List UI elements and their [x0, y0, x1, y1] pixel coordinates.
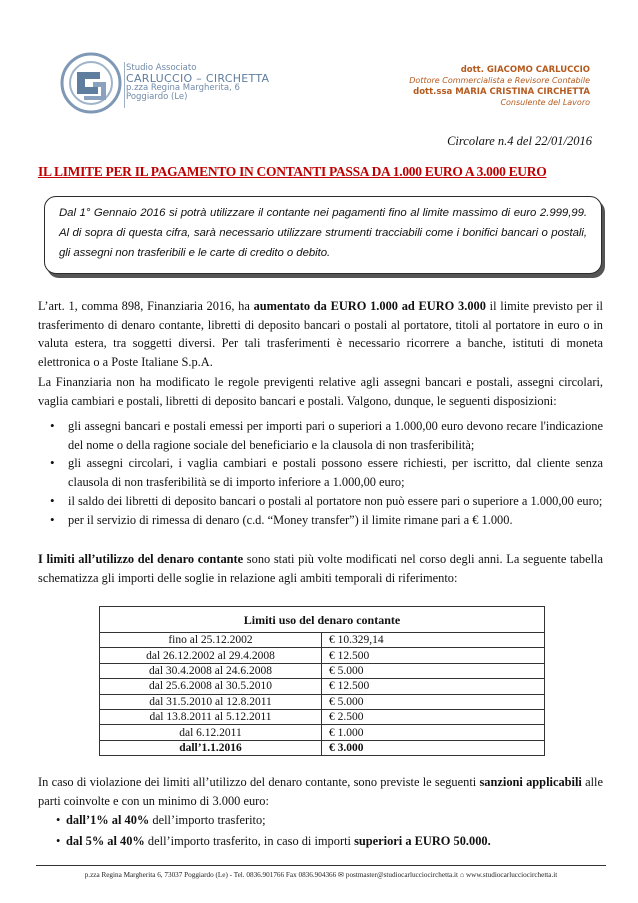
professional-name-1: dott. GIACOMO CARLUCCIO — [460, 65, 590, 75]
period-cell: dal 25.6.2008 al 30.5.2010 — [100, 679, 322, 694]
footer-contacts: p.zza Regina Margherita 6, 73037 Poggiardo (Le) - Tel. 0836.901766 Fax 0836.904366 ✉ postmaster@studiocarlucciocirchetta.it ⌂ www.studiocarlucciocirchetta.it — [84, 871, 558, 879]
paragraph-intro — [38, 297, 603, 372]
period-cell: dal 6.12.2011 — [100, 725, 322, 740]
paragraph-intro-end: il limite previsto per il trasferimento di denaro contante, libretti di deposito bancari o postali al portatore, titoli al portatore in euro o in valuta estera, tra soggetti diversi. Per tali trasferimenti è necessario ricorrere a banche, istituti di moneta elettronica o a Poste Italiane S.p.A. — [38, 299, 603, 370]
table-row — [100, 694, 545, 709]
table-row — [100, 679, 545, 694]
table-header: Limiti uso del denaro contante — [100, 607, 545, 633]
list-item: • gli assegni bancari e postali emessi per importi pari o superiori a 1.000,00 euro devono recare l'indicazione del nome o della ragione sociale del beneficiario e la clausola di non trasferibilità; — [38, 417, 603, 454]
studio-line-2: CARLUCCIO – CIRCHETTA — [126, 71, 270, 85]
paragraph-limits — [38, 550, 603, 587]
paragraph-sanctions-start: In caso di violazione dei limiti all’utilizzo del denaro contante, sono previste le seguenti — [38, 775, 480, 789]
studio-address: p.zza Regina Margherita, 6 — [126, 83, 240, 94]
amount-cell: € 10.329,14 — [322, 633, 545, 648]
paragraph-sanctions-end: alle parti coinvolte e con un minimo di 3.000 euro: — [38, 775, 604, 808]
table-row — [100, 648, 545, 663]
amount-cell: € 3.000 — [322, 740, 545, 755]
period-cell: dal 26.12.2002 al 29.4.2008 — [100, 648, 322, 663]
table-row — [100, 740, 545, 755]
studio-name-block — [126, 64, 346, 102]
table-row — [100, 725, 545, 740]
amount-cell: € 12.500 — [322, 648, 545, 663]
sanction-rate: dall’1% al 40% — [66, 813, 150, 827]
paragraph-intro-start: L’art. 1, comma 898, Finanziaria 2016, ha — [38, 299, 254, 313]
list-item — [38, 831, 603, 852]
amount-cell: € 5.000 — [322, 663, 545, 678]
professionals-block — [350, 66, 590, 107]
summary-box — [44, 196, 602, 274]
professional-role-2: Consulente del Lavoro — [500, 97, 590, 107]
period-cell: dall’1.1.2016 — [100, 740, 322, 755]
list-item — [38, 810, 603, 831]
sanctions-list — [38, 810, 603, 852]
period-cell: dal 13.8.2011 al 5.12.2011 — [100, 709, 322, 724]
summary-text: Dal 1° Gennaio 2016 si potrà utilizzare il contante nei pagamenti fino al limite massimo di euro 2.999,99. Al di sopra di questa cifra, sarà necessario utilizzare strumenti tracciabili come i bonifici bancari o postali, gli assegni non trasferibili e le carte di credito o debito. — [59, 207, 587, 259]
sanction-text: dell’importo trasferito, in caso di importi — [144, 834, 355, 848]
table-row — [100, 663, 545, 678]
rules-list — [38, 417, 603, 529]
studio-line-1: Studio Associato — [126, 63, 197, 73]
paragraph-sanctions-bold: sanzioni applicabili — [479, 775, 582, 789]
amount-cell: € 2.500 — [322, 709, 545, 724]
sanction-rate: dal 5% al 40% — [66, 834, 145, 848]
logo-divider — [124, 62, 125, 108]
professional-name-2: dott.ssa MARIA CRISTINA CIRCHETTA — [413, 86, 590, 97]
paragraph-limits-bold: I limiti all’utilizzo del denaro contante — [38, 552, 244, 566]
amount-cell: € 12.500 — [322, 679, 545, 694]
footer-divider — [36, 865, 606, 866]
professional-role-1: Dottore Commercialista e Revisore Contabile — [409, 75, 590, 85]
period-cell: dal 31.5.2010 al 12.8.2011 — [100, 694, 322, 709]
paragraph-rules: La Finanziaria non ha modificato le regole previgenti relative agli assegni bancari e postali, assegni circolari, vaglia cambiari e postali, libretti di deposito bancari e postali. Valgono, dunque, le seguenti disposizioni: — [38, 375, 603, 408]
studio-city: Poggiardo (Le) — [126, 92, 188, 103]
sanction-threshold: superiori a EURO 50.000. — [354, 834, 491, 848]
period-cell: fino al 25.12.2002 — [100, 633, 322, 648]
amount-cell: € 5.000 — [322, 694, 545, 709]
paragraph-intro-bold: aumentato da EURO 1.000 ad EURO 3.000 — [253, 299, 486, 313]
paragraph-limits-rest: sono stati più volte modificati nel corso degli anni. La seguente tabella schematizza gli importi delle soglie in relazione agli ambiti temporali di riferimento: — [38, 552, 603, 585]
document-title: IL LIMITE PER IL PAGAMENTO IN CONTANTI PASSA DA 1.000 EURO A 3.000 EURO — [38, 164, 547, 179]
paragraph-sanctions — [38, 773, 603, 810]
list-item: • per il servizio di rimessa di denaro (c.d. “Money transfer”) il limite rimane pari a € 1.000. — [38, 511, 603, 530]
sanction-text: dell’importo trasferito; — [149, 813, 266, 827]
list-item: • il saldo dei libretti di deposito bancari o postali al portatore non può essere pari o superiore a 1.000,00 euro; — [38, 492, 603, 511]
table-row — [100, 709, 545, 724]
circular-reference: Circolare n.4 del 22/01/2016 — [447, 134, 592, 148]
list-item: • gli assegni circolari, i vaglia cambiari e postali possono essere richiesti, per iscritto, dal cliente senza clausola di non trasferibilità se di importo inferiore a 1.000,00 euro; — [38, 454, 603, 491]
studio-logo — [60, 52, 122, 114]
amount-cell: € 1.000 — [322, 725, 545, 740]
period-cell: dal 30.4.2008 al 24.6.2008 — [100, 663, 322, 678]
limits-table — [99, 606, 545, 756]
table-row — [100, 633, 545, 648]
